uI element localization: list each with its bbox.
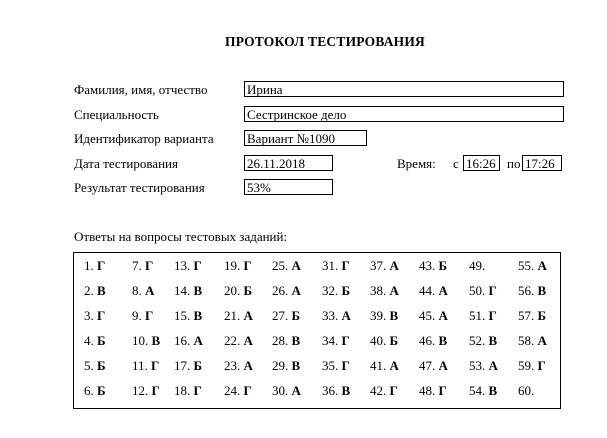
result-label: Результат тестирования bbox=[74, 180, 205, 195]
answer-number: 54. bbox=[469, 383, 486, 398]
answer-letter: Г bbox=[141, 258, 154, 273]
answer-number: 44. bbox=[419, 283, 436, 298]
answer-number: 16. bbox=[174, 333, 191, 348]
answer-item bbox=[132, 283, 154, 299]
answer-number: 43. bbox=[419, 258, 436, 273]
answer-item bbox=[322, 308, 351, 324]
answer-letter: Б bbox=[288, 308, 301, 323]
answer-number: 31. bbox=[322, 258, 339, 273]
answer-letter: Б bbox=[93, 358, 106, 373]
answer-item bbox=[419, 358, 448, 374]
answer-item bbox=[419, 258, 447, 274]
answer-item bbox=[174, 258, 202, 274]
answer-number: 59. bbox=[518, 358, 535, 373]
answer-item bbox=[272, 383, 301, 399]
answer-number: 39. bbox=[370, 308, 387, 323]
answers-table bbox=[73, 252, 561, 409]
answer-letter: Г bbox=[93, 308, 106, 323]
answer-letter: А bbox=[288, 258, 301, 273]
answer-item bbox=[518, 308, 546, 324]
date-field: 26.11.2018 bbox=[244, 155, 333, 171]
answer-letter: Г bbox=[190, 258, 202, 273]
answer-number: 55. bbox=[518, 258, 535, 273]
answer-number: 38. bbox=[370, 283, 387, 298]
answer-item bbox=[370, 358, 399, 374]
date-label: Дата тестирования bbox=[74, 156, 178, 171]
answer-number: 47. bbox=[419, 358, 436, 373]
answer-item bbox=[174, 283, 202, 299]
answer-letter: А bbox=[240, 308, 253, 323]
answer-letter: А bbox=[386, 358, 399, 373]
answer-item bbox=[84, 333, 106, 349]
answer-letter: А bbox=[190, 333, 203, 348]
answer-item bbox=[84, 383, 106, 399]
answer-letter: А bbox=[435, 358, 448, 373]
result-field: 53% bbox=[244, 179, 333, 195]
answer-number: 26. bbox=[272, 283, 289, 298]
answer-item bbox=[322, 358, 350, 374]
answer-letter: В bbox=[435, 333, 448, 348]
time-to-label: по bbox=[507, 156, 521, 171]
answer-letter: Б bbox=[240, 283, 253, 298]
answer-item bbox=[174, 333, 203, 349]
answer-number: 49. bbox=[469, 258, 486, 273]
answer-number: 10. bbox=[132, 333, 149, 348]
time-from-label: с bbox=[453, 156, 459, 171]
answer-number: 29. bbox=[272, 358, 289, 373]
answer-letter: А bbox=[240, 358, 253, 373]
answer-number: 37. bbox=[370, 258, 387, 273]
answer-number: 32. bbox=[322, 283, 339, 298]
answer-number: 6. bbox=[84, 383, 94, 398]
answer-item bbox=[469, 383, 497, 399]
answer-number: 8. bbox=[132, 283, 142, 298]
answer-letter: Б bbox=[93, 333, 106, 348]
answer-number: 19. bbox=[224, 258, 241, 273]
answer-item bbox=[224, 258, 252, 274]
answer-number: 17. bbox=[174, 358, 191, 373]
answer-number: 30. bbox=[272, 383, 289, 398]
answer-number: 42. bbox=[370, 383, 387, 398]
answer-item bbox=[419, 308, 448, 324]
answer-letter: Г bbox=[435, 383, 447, 398]
answer-number: 2. bbox=[84, 283, 94, 298]
answer-item bbox=[518, 258, 547, 274]
answer-letter: В bbox=[190, 283, 203, 298]
answer-letter: Г bbox=[147, 358, 160, 373]
answer-item bbox=[174, 358, 202, 374]
answer-letter: Б bbox=[190, 358, 203, 373]
answer-item bbox=[419, 333, 447, 349]
answer-item bbox=[370, 258, 399, 274]
answer-letter: Г bbox=[240, 258, 252, 273]
specialty-field: Сестринское дело bbox=[244, 106, 564, 122]
answer-letter: Г bbox=[386, 383, 398, 398]
answer-number: 22. bbox=[224, 333, 241, 348]
answer-letter: Г bbox=[534, 358, 546, 373]
answer-number: 25. bbox=[272, 258, 289, 273]
answer-item bbox=[370, 308, 398, 324]
answer-number: 4. bbox=[84, 333, 94, 348]
answer-letter: Г bbox=[190, 383, 202, 398]
answer-letter: Г bbox=[485, 283, 497, 298]
specialty-label: Специальность bbox=[74, 107, 159, 122]
answer-letter: В bbox=[386, 308, 399, 323]
answer-number: 33. bbox=[322, 308, 339, 323]
answer-number: 28. bbox=[272, 333, 289, 348]
answer-item bbox=[518, 383, 534, 399]
variant-field: Вариант №1090 bbox=[244, 130, 367, 146]
answer-item bbox=[272, 258, 301, 274]
answer-letter: В bbox=[534, 283, 547, 298]
answer-item bbox=[469, 358, 498, 374]
answer-item bbox=[84, 358, 106, 374]
answer-number: 34. bbox=[322, 333, 339, 348]
answer-number: 45. bbox=[419, 308, 436, 323]
answer-item bbox=[224, 308, 253, 324]
answer-item bbox=[84, 258, 105, 274]
answer-letter: Г bbox=[338, 258, 350, 273]
name-field: Ирина bbox=[244, 81, 564, 97]
answers-heading: Ответы на вопросы тестовых заданий: bbox=[74, 229, 288, 244]
answer-letter: А bbox=[288, 383, 301, 398]
answer-item bbox=[419, 283, 448, 299]
answer-number: 12. bbox=[132, 383, 149, 398]
answer-letter: А bbox=[240, 333, 253, 348]
answer-item bbox=[518, 333, 547, 349]
answer-item bbox=[132, 258, 153, 274]
variant-label: Идентификатор варианта bbox=[74, 131, 214, 146]
answer-item bbox=[174, 383, 202, 399]
answer-letter: А bbox=[141, 283, 155, 298]
answer-letter: Б bbox=[93, 383, 106, 398]
answer-item bbox=[370, 283, 399, 299]
answer-number: 53. bbox=[469, 358, 486, 373]
answer-item bbox=[84, 308, 105, 324]
answer-item bbox=[469, 258, 485, 274]
answer-letter: Г bbox=[93, 258, 106, 273]
answer-item bbox=[322, 383, 350, 399]
answer-item bbox=[224, 383, 252, 399]
answer-number: 57. bbox=[518, 308, 535, 323]
answer-number: 56. bbox=[518, 283, 535, 298]
answer-item bbox=[469, 283, 497, 299]
answer-item bbox=[518, 283, 546, 299]
answer-letter: Г bbox=[141, 308, 154, 323]
time-label: Время: bbox=[397, 156, 436, 171]
answer-letter: В bbox=[338, 383, 351, 398]
answer-item bbox=[322, 258, 350, 274]
answer-number: 18. bbox=[174, 383, 191, 398]
answer-number: 9. bbox=[132, 308, 142, 323]
answer-number: 48. bbox=[419, 383, 436, 398]
answer-item bbox=[224, 358, 253, 374]
answer-number: 1. bbox=[84, 258, 94, 273]
answer-number: 5. bbox=[84, 358, 94, 373]
answer-item bbox=[272, 308, 300, 324]
answer-number: 41. bbox=[370, 358, 387, 373]
answer-number: 20. bbox=[224, 283, 241, 298]
answer-letter: Г bbox=[148, 383, 160, 398]
answer-item bbox=[469, 308, 497, 324]
name-label: Фамилия, имя, отчество bbox=[74, 82, 208, 97]
answer-letter: Г bbox=[338, 333, 350, 348]
answer-letter: В bbox=[93, 283, 106, 298]
answer-letter: А bbox=[534, 258, 547, 273]
answer-letter: Б bbox=[534, 308, 547, 323]
answer-number: 50. bbox=[469, 283, 486, 298]
answer-letter: В bbox=[190, 308, 203, 323]
answer-item bbox=[272, 333, 300, 349]
answer-number: 3. bbox=[84, 308, 94, 323]
answer-letter: А bbox=[435, 283, 448, 298]
answer-number: 13. bbox=[174, 258, 191, 273]
answer-number: 51. bbox=[469, 308, 486, 323]
answer-item bbox=[132, 383, 160, 399]
answer-letter: Б bbox=[435, 258, 448, 273]
answer-number: 7. bbox=[132, 258, 142, 273]
answer-number: 14. bbox=[174, 283, 191, 298]
answer-item bbox=[272, 358, 300, 374]
answer-number: 46. bbox=[419, 333, 436, 348]
answer-letter: А bbox=[338, 308, 351, 323]
answer-item bbox=[370, 333, 398, 349]
answer-item bbox=[224, 283, 252, 299]
answer-item bbox=[419, 383, 447, 399]
answer-letter: В bbox=[288, 333, 301, 348]
answer-number: 15. bbox=[174, 308, 191, 323]
answer-number: 40. bbox=[370, 333, 387, 348]
answer-item bbox=[272, 283, 301, 299]
answer-item bbox=[322, 333, 350, 349]
answer-letter: А bbox=[288, 283, 301, 298]
answer-letter: А bbox=[534, 333, 547, 348]
answer-letter: Б bbox=[338, 283, 351, 298]
answer-number: 23. bbox=[224, 358, 241, 373]
answer-item bbox=[518, 358, 546, 374]
answer-number: 11. bbox=[132, 358, 148, 373]
answer-number: 60. bbox=[518, 383, 535, 398]
answer-letter: Г bbox=[240, 383, 252, 398]
time-from-field: 16:26 bbox=[463, 155, 500, 171]
answer-number: 24. bbox=[224, 383, 241, 398]
answer-letter: А bbox=[386, 283, 399, 298]
answer-item bbox=[224, 333, 253, 349]
answer-number: 27. bbox=[272, 308, 289, 323]
answer-letter: А bbox=[435, 308, 448, 323]
answer-item bbox=[132, 333, 160, 349]
answer-number: 36. bbox=[322, 383, 339, 398]
time-to-field: 17:26 bbox=[522, 155, 562, 171]
answer-item bbox=[174, 308, 202, 324]
answer-letter: Б bbox=[386, 333, 399, 348]
answer-letter: В bbox=[485, 383, 498, 398]
answer-letter: Г bbox=[338, 358, 350, 373]
answer-item bbox=[84, 283, 106, 299]
answer-letter: В bbox=[485, 333, 498, 348]
answer-letter: В bbox=[288, 358, 301, 373]
answer-letter: Г bbox=[485, 308, 497, 323]
answer-letter: А bbox=[386, 258, 399, 273]
answer-item bbox=[322, 283, 350, 299]
answer-number: 58. bbox=[518, 333, 535, 348]
answer-number: 52. bbox=[469, 333, 486, 348]
answer-number: 21. bbox=[224, 308, 241, 323]
answer-item bbox=[132, 308, 153, 324]
answer-number: 35. bbox=[322, 358, 339, 373]
answer-item bbox=[132, 358, 159, 374]
answer-item bbox=[370, 383, 398, 399]
page-title: ПРОТОКОЛ ТЕСТИРОВАНИЯ bbox=[225, 34, 425, 49]
answer-letter: А bbox=[485, 358, 498, 373]
answer-letter: В bbox=[148, 333, 161, 348]
answer-item bbox=[469, 333, 497, 349]
